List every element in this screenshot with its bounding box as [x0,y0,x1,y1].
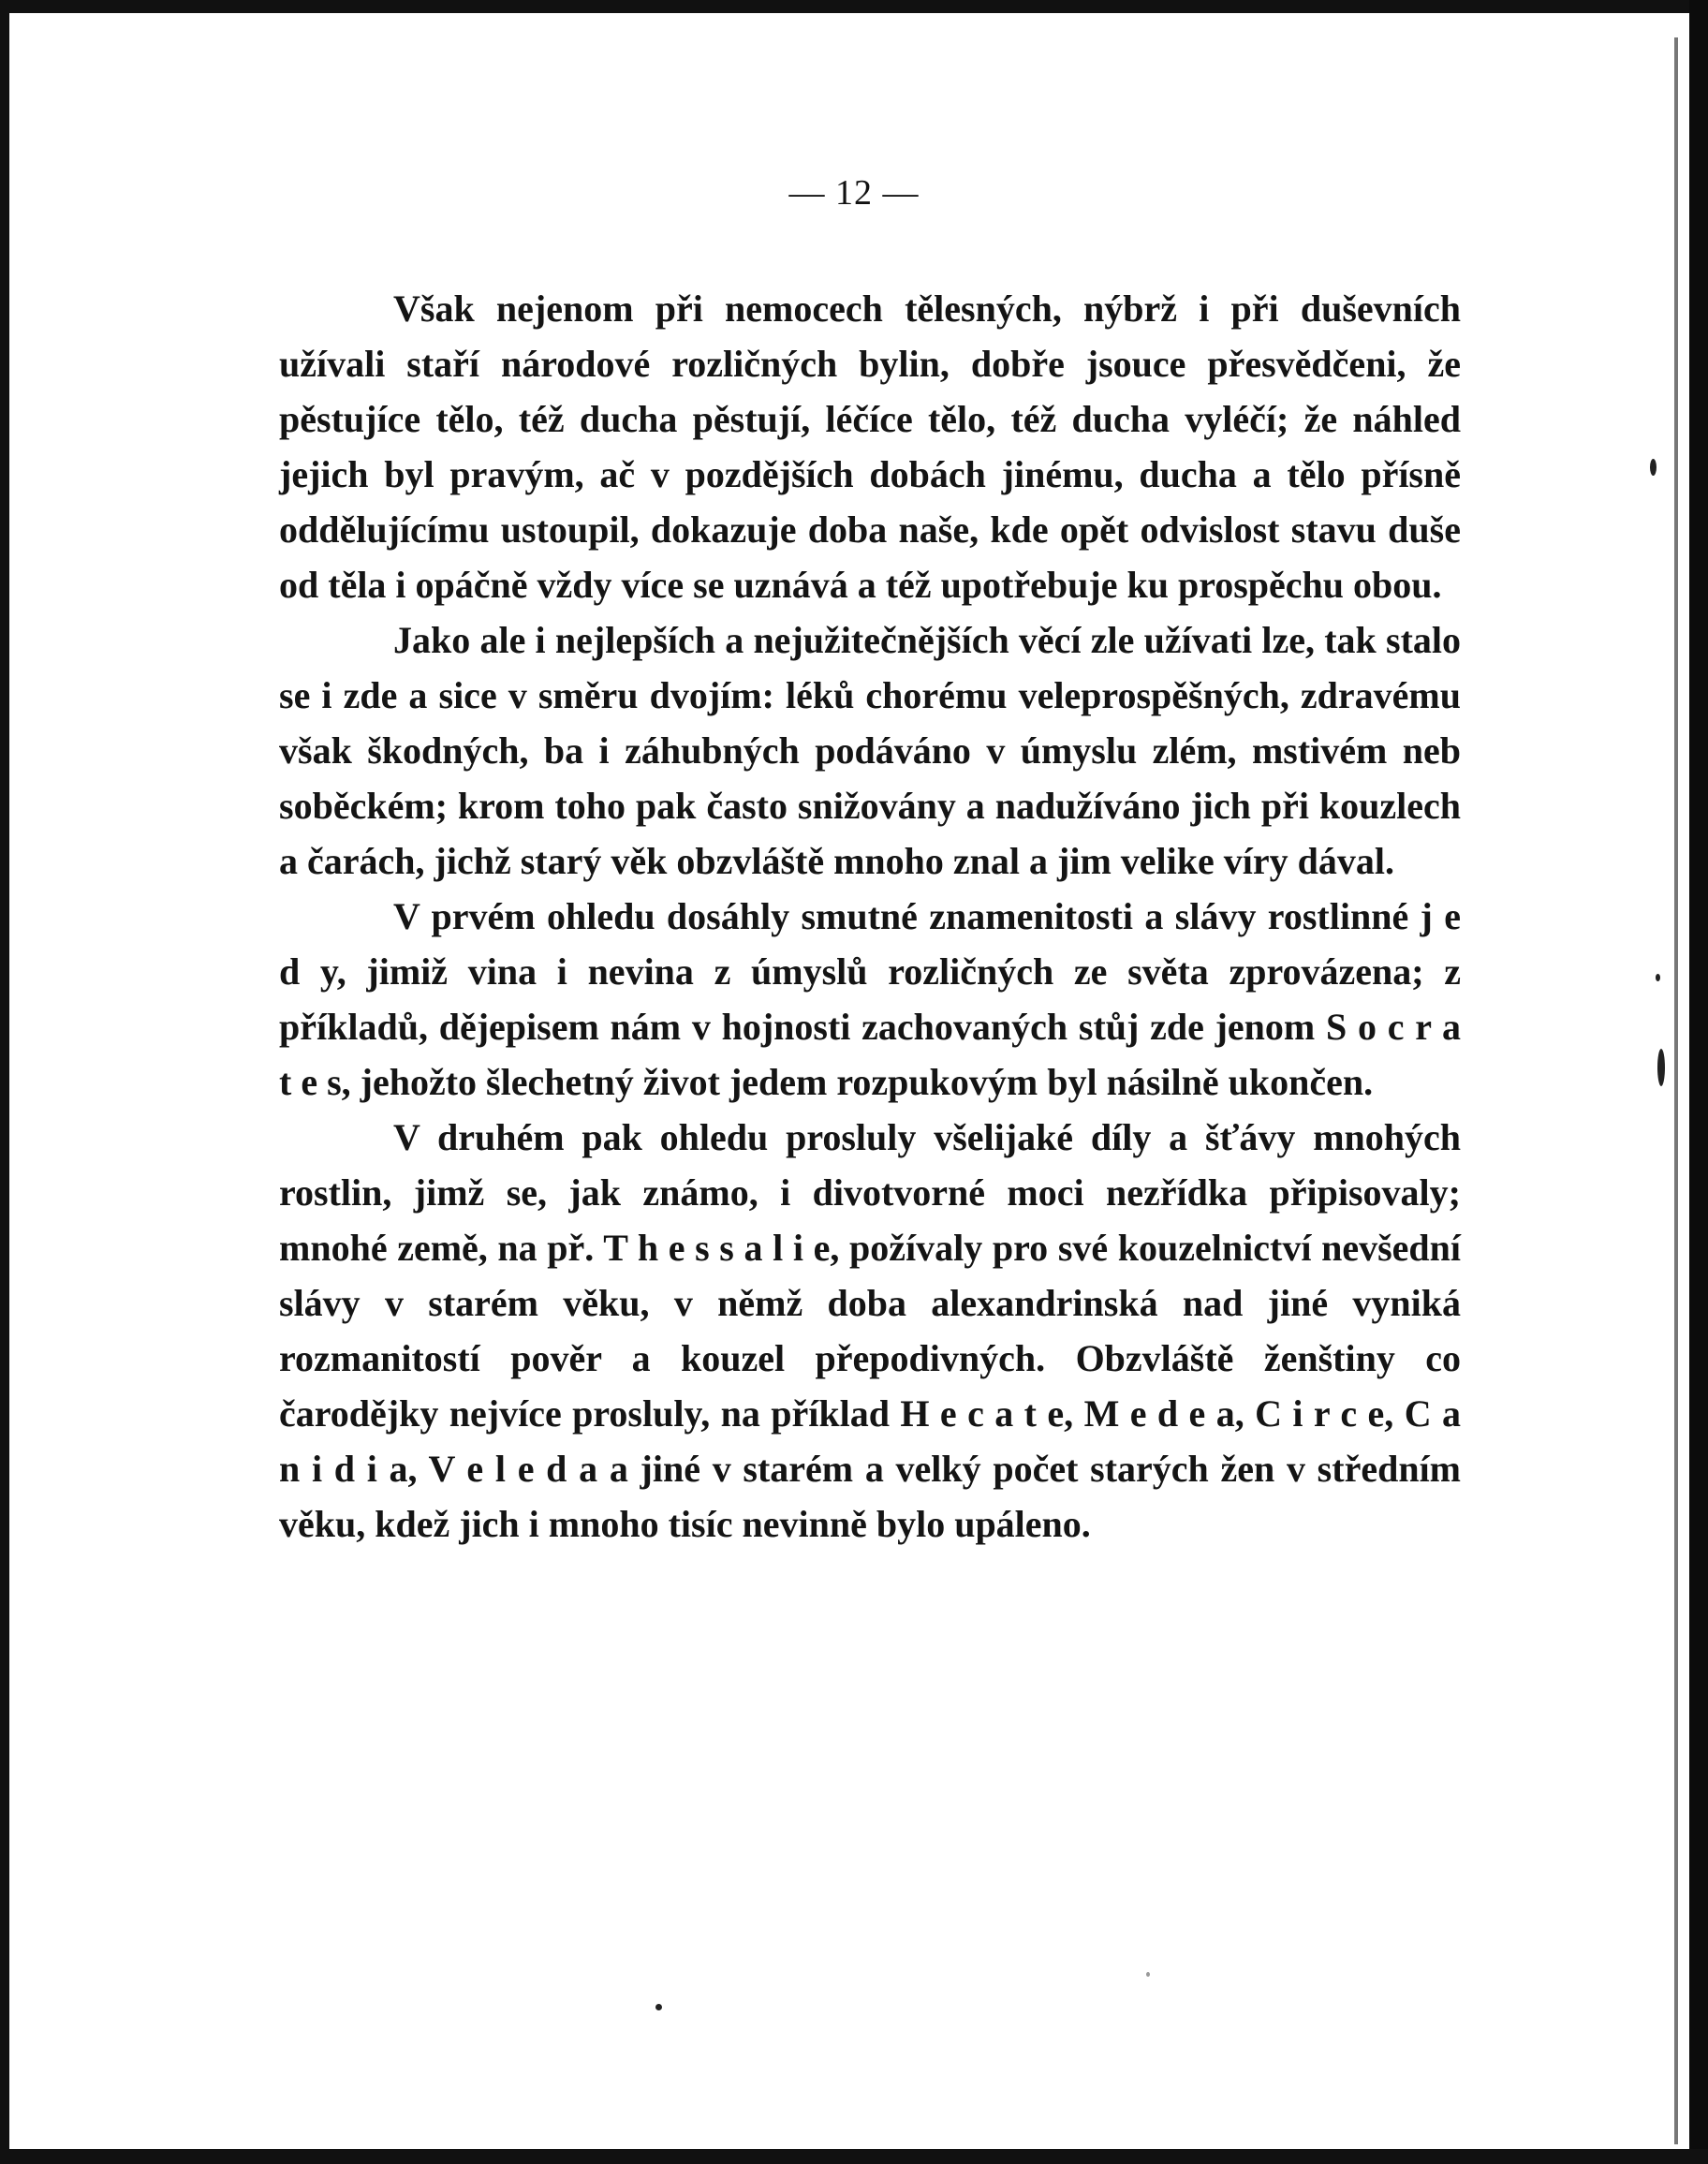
page-number: — 12 — [788,173,920,213]
scan-border-top [0,0,1708,13]
ink-speck [1650,459,1656,476]
scan-border-left [0,0,9,2164]
body-text [279,281,1461,1552]
ink-speck [655,2004,662,2010]
paragraph-3: V prvém ohledu dosáhly smutné znamenitosti a slávy rostlinné j e d y, jimiž vina i nevina z úmyslů rozličných ze světa zprovázena; z příkladů, dějepisem nám v hojnosti zachovaných stůj zde jenom S o c r a t e s, jehožto šlechetný život jedem rozpukovým byl násilně ukončen. [279,895,1461,1103]
scan-border-right [1689,0,1708,2164]
page-fold-line [1674,37,1678,2144]
paragraph-4: V druhém pak ohledu prosluly všelijaké díly a šťávy mnohých rostlin, jimž se, jak známo, i divotvorné moci nezřídka připisovaly; mnohé země, na př. T h e s s a l i e, požívaly pro své kouzelnictví nevšední slávy v starém věku, v němž doba alexandrinská nad jiné vyniká rozmanitostí pověr a kouzel přepodivných. Obzvláště ženštiny co čarodějky nejvíce prosluly, na příklad H e c a t e, M e d e a, C i r c e, C a n i d i a, V e l e d a a jiné v starém a velký počet starých žen v středním věku, kdež jich i mnoho tisíc nevinně bylo upáleno. [279,1116,1461,1545]
ink-speck [1656,974,1660,981]
scan-border-bottom [0,2149,1708,2164]
ink-speck [1657,1049,1665,1086]
ink-speck [1146,1972,1150,1977]
paragraph-1: Však nejenom při nemocech tělesných, nýbrž i při duševních užívali staří národové rozličných bylin, dobře jsouce přesvědčeni, že pěstujíce tělo, též ducha pěstují, léčíce tělo, též ducha vyléčí; že náhled jejich byl pravým, ač v pozdějších dobách jinému, ducha a tělo přísně oddělujícímu ustoupil, dokazuje doba naše, kde opět odvislost stavu duše od těla i opáčně vždy více se uznává a též upotřebuje ku prospěchu obou. [279,287,1461,606]
paragraph-2: Jako ale i nejlepších a nejužitečnějších věcí zle užívati lze, tak stalo se i zde a sice v směru dvojím: léků chorému veleprospěšných, zdravému však škodných, ba i záhubných podáváno v úmyslu zlém, mstivém neb soběckém; krom toho pak často snižovány a nadužíváno jich při kouzlech a čarách, jichž starý věk obzvláště mnoho znal a jim velike víry dával. [279,619,1461,882]
